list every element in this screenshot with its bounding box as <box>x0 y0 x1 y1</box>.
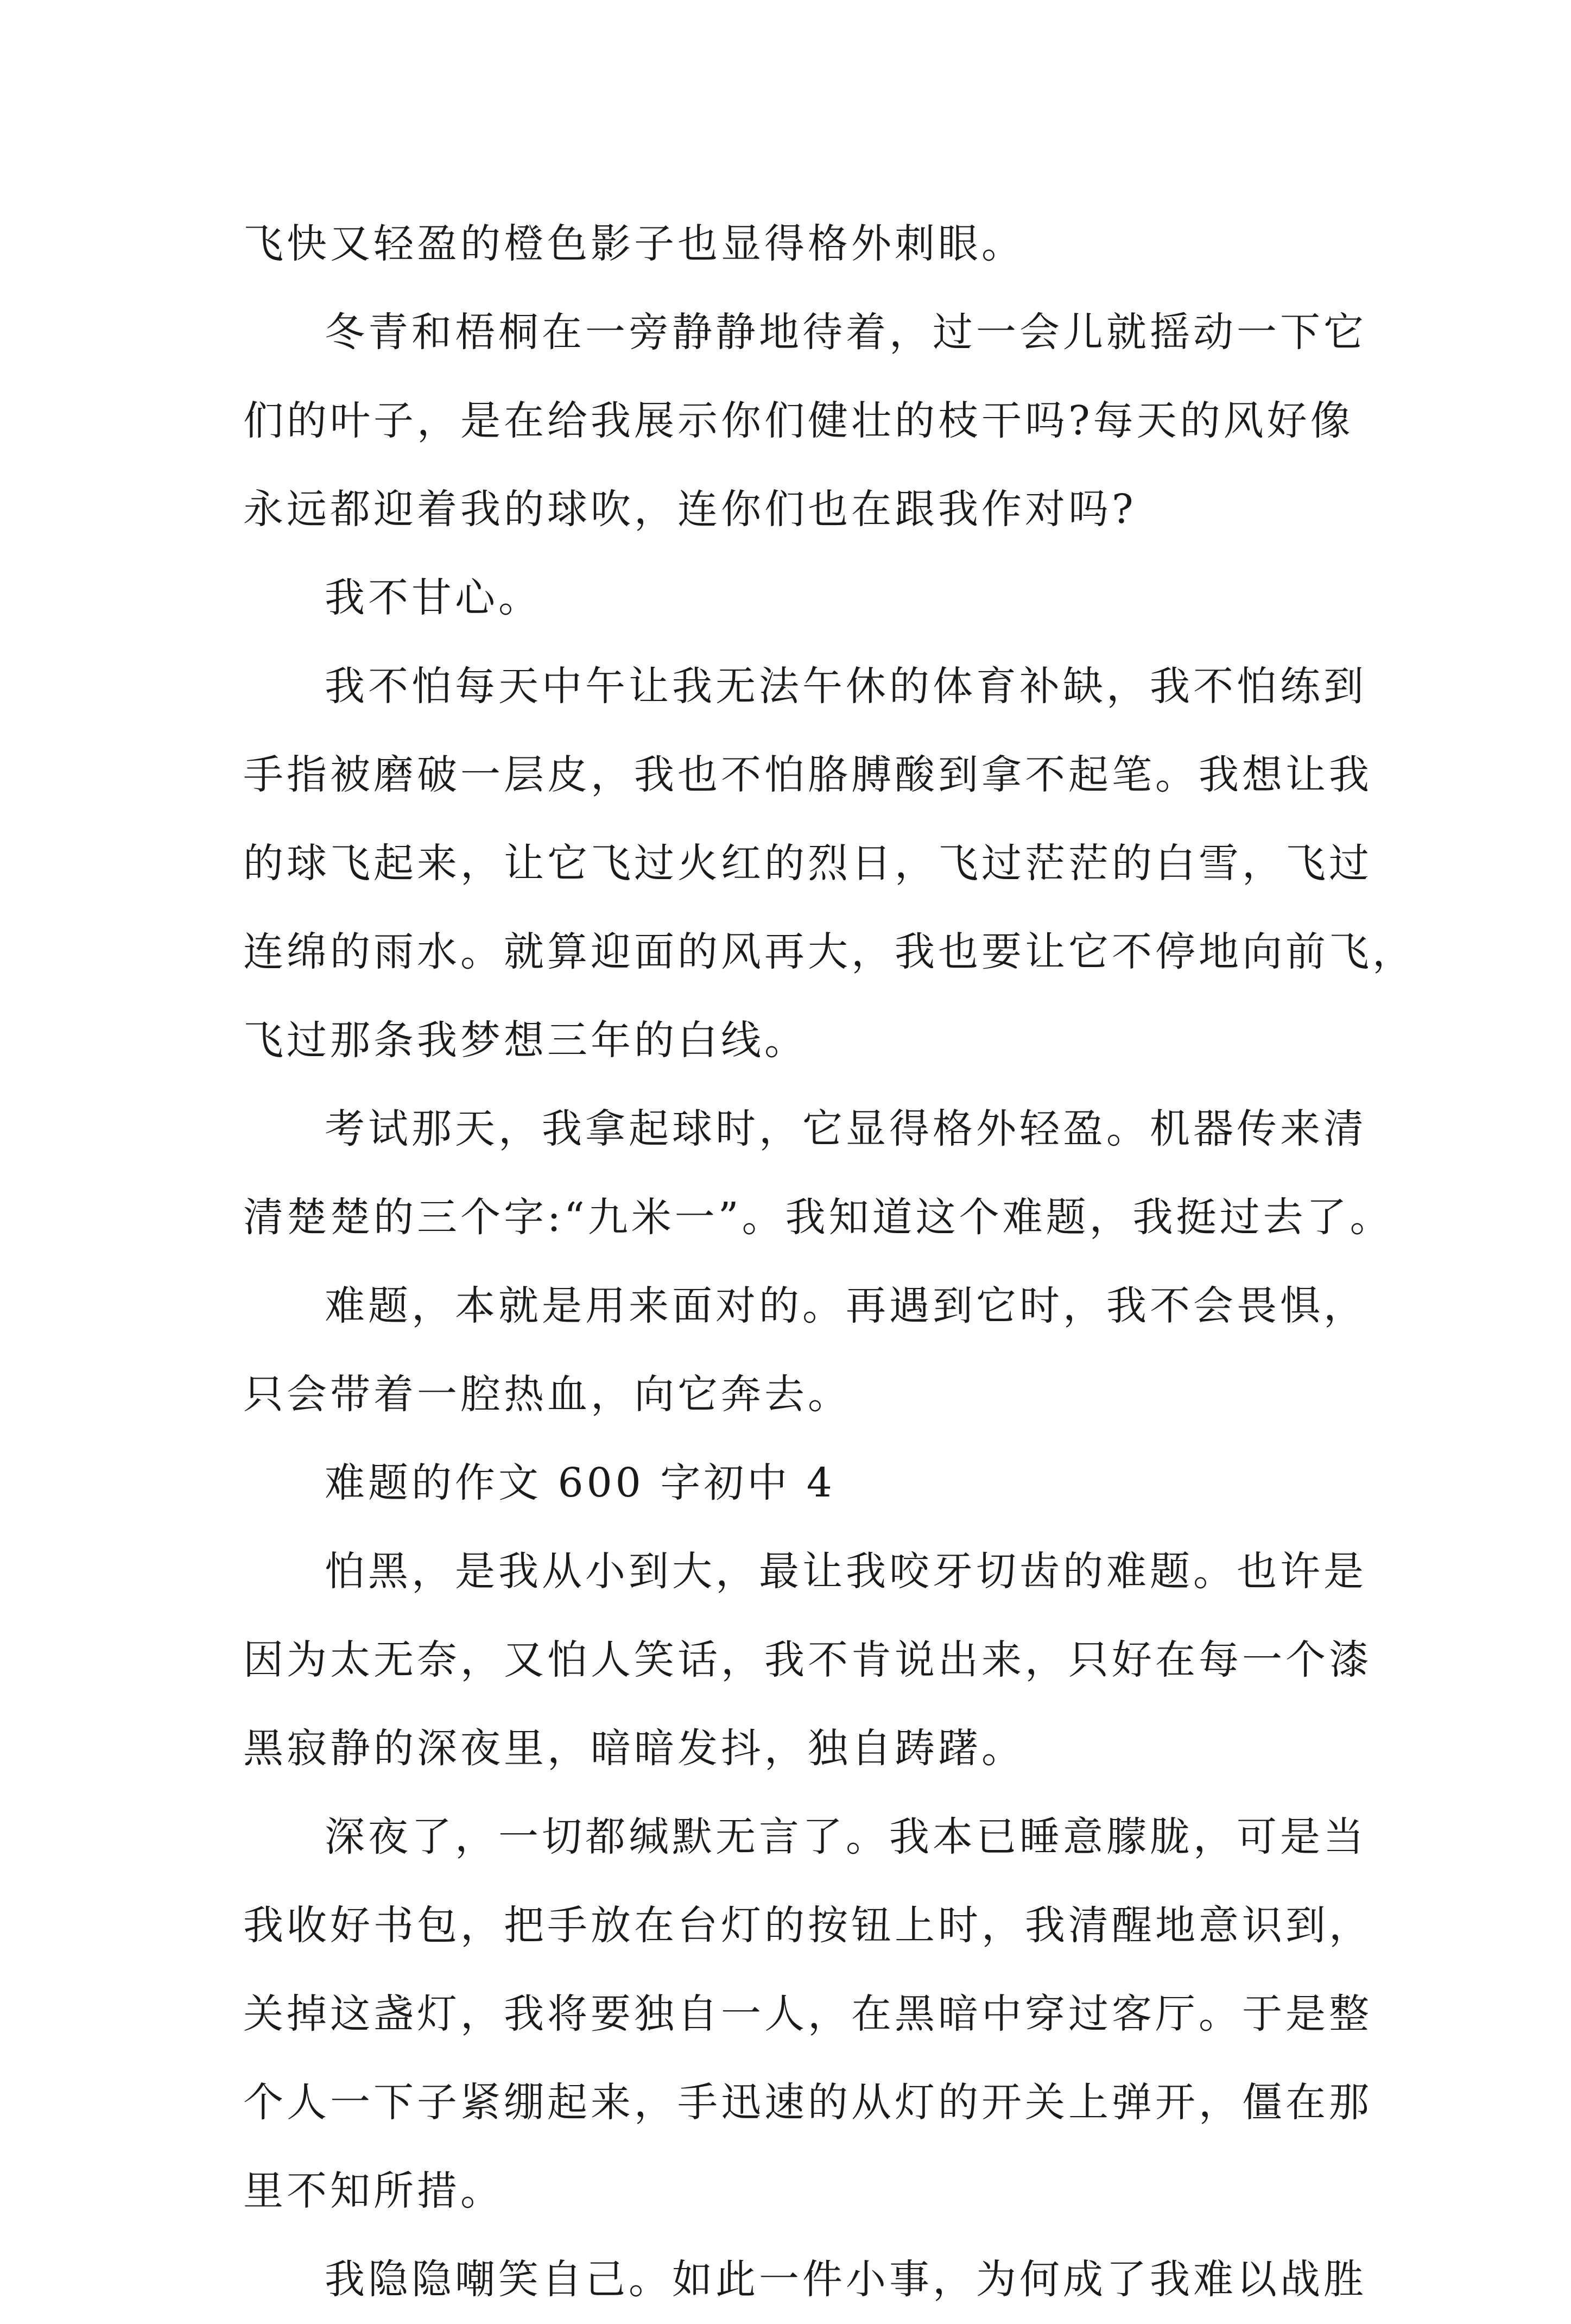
text-line: 的球飞起来，让它飞过火红的烈日，飞过茫茫的白雪，飞过 <box>243 840 1372 887</box>
text-line: 深夜了，一切都缄默无言了。我本已睡意朦胧，可是当 <box>325 1814 1367 1860</box>
text-line: 考试那天，我拿起球时，它显得格外轻盈。机器传来清 <box>325 1106 1367 1152</box>
text-line: 们的叶子，是在给我展示你们健壮的枝干吗?每天的风好像 <box>243 397 1354 444</box>
text-line: 我收好书包，把手放在台灯的按钮上时，我清醒地意识到， <box>243 1902 1372 1949</box>
text-line: 我隐隐嘲笑自己。如此一件小事，为何成了我难以战胜 <box>325 2256 1367 2303</box>
text-line: 怕黑，是我从小到大，最让我咬牙切齿的难题。也许是 <box>325 1548 1367 1595</box>
text-line: 因为太无奈，又怕人笑话，我不肯说出来，只好在每一个漆 <box>243 1637 1372 1683</box>
text-line: 手指被磨破一层皮，我也不怕胳膊酸到拿不起笔。我想让我 <box>243 751 1372 798</box>
text-line: 永远都迎着我的球吹，连你们也在跟我作对吗? <box>243 486 1137 533</box>
text-line: 我不甘心。 <box>325 574 542 621</box>
text-line: 冬青和梧桐在一旁静静地待着，过一会儿就摇动一下它 <box>325 309 1367 356</box>
text-line: 里不知所措。 <box>243 2168 504 2214</box>
text-line: 飞快又轻盈的橙色影子也显得格外刺眼。 <box>243 220 1025 267</box>
text-line: 飞过那条我梦想三年的白线。 <box>243 1017 808 1064</box>
section-heading: 难题的作文 600 字初中 4 <box>325 1460 835 1506</box>
text-line: 我不怕每天中午让我无法午休的体育补缺，我不怕练到 <box>325 663 1367 710</box>
text-line: 个人一下子紧绷起来，手迅速的从灯的开关上弹开，僵在那 <box>243 2079 1372 2126</box>
document-body <box>243 200 1416 2324</box>
text-line: 清楚楚的三个字:“九米一”。我知道这个难题，我挺过去了。 <box>243 1194 1393 1241</box>
text-line: 连绵的雨水。就算迎面的风再大，我也要让它不停地向前飞， <box>243 929 1416 975</box>
text-line: 关掉这盏灯，我将要独自一人，在黑暗中穿过客厅。于是整 <box>243 1991 1372 2037</box>
text-line: 只会带着一腔热血，向它奔去。 <box>243 1371 851 1418</box>
text-line: 难题，本就是用来面对的。再遇到它时，我不会畏惧， <box>325 1283 1367 1329</box>
text-line: 黑寂静的深夜里，暗暗发抖，独自踌躇。 <box>243 1725 1025 1772</box>
